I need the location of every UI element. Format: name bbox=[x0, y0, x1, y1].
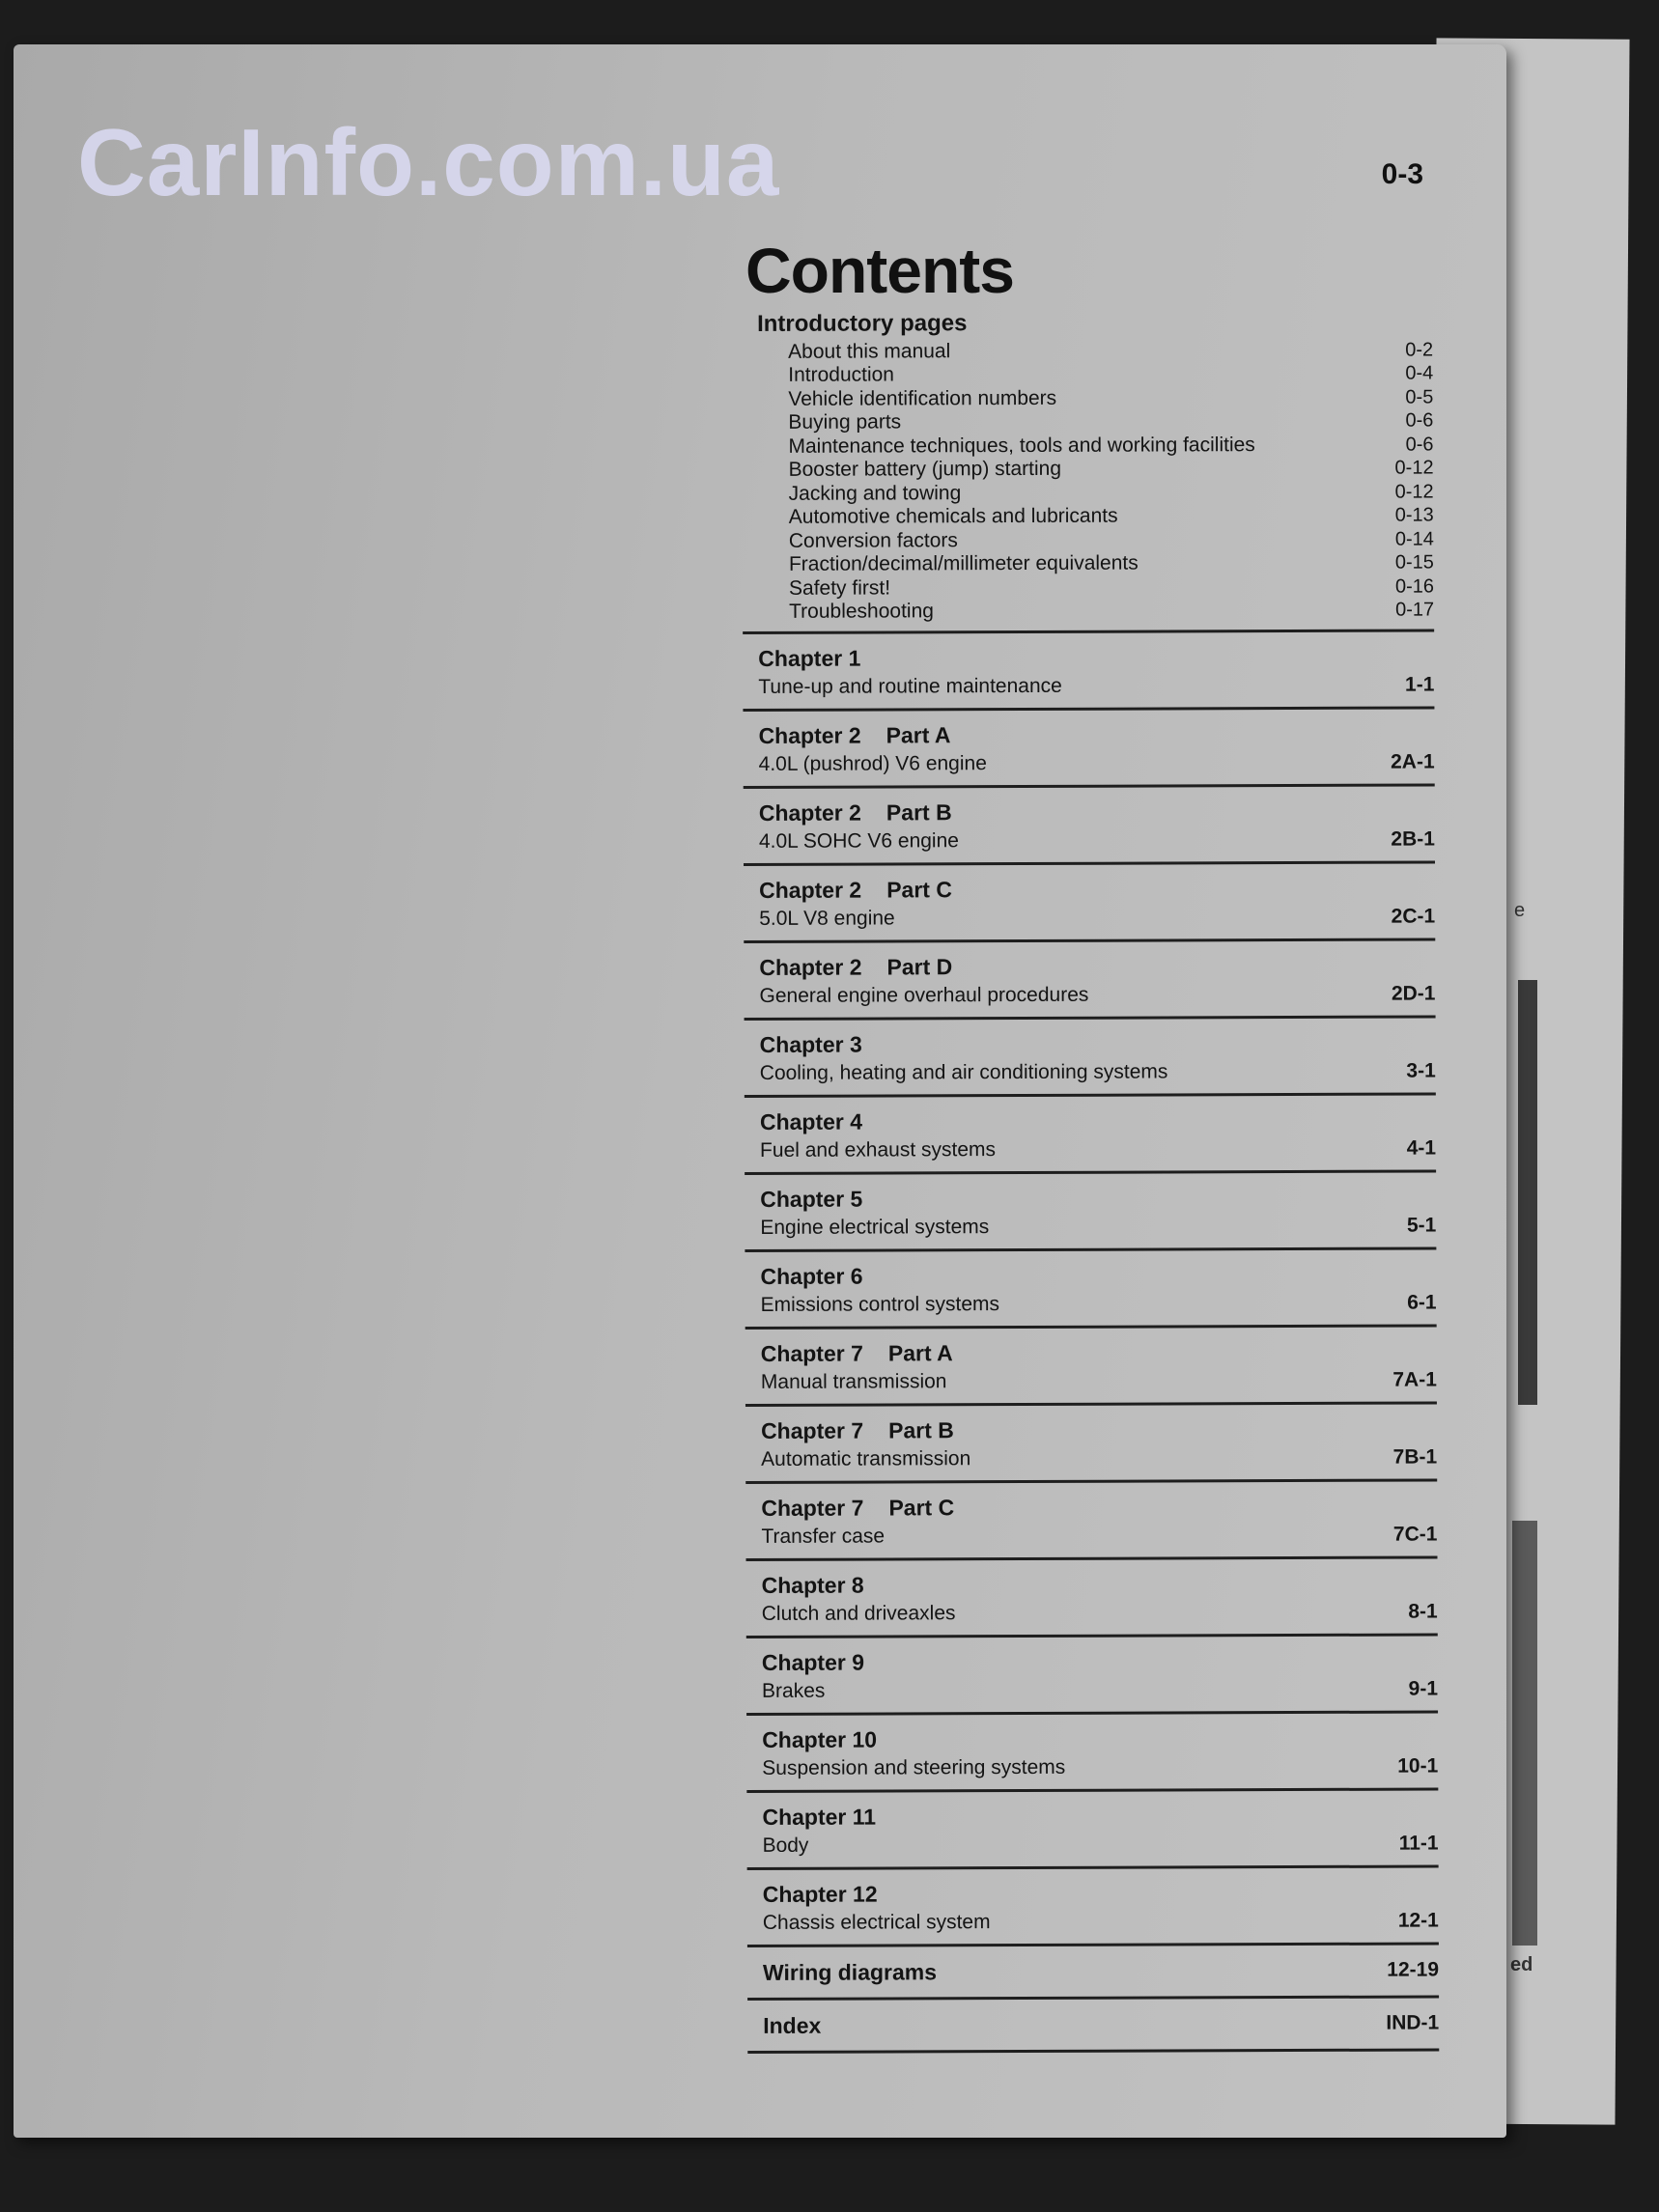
chapter-page: 7A-1 bbox=[1392, 1368, 1437, 1391]
contents-title: Contents bbox=[745, 235, 1014, 306]
chapter-title: Body bbox=[762, 1834, 809, 1857]
intro-item-label: Safety first! bbox=[788, 575, 891, 600]
chapter-number: Chapter 5 bbox=[760, 1186, 863, 1212]
chapter-page: 7C-1 bbox=[1392, 1523, 1438, 1546]
intro-item[interactable] bbox=[743, 550, 1434, 576]
intro-item-page: 0-2 bbox=[1405, 339, 1434, 361]
intro-item-page: 0-17 bbox=[1395, 599, 1435, 621]
intro-item[interactable] bbox=[743, 503, 1434, 529]
chapter-heading bbox=[763, 1879, 1439, 1907]
chapter-heading bbox=[760, 1029, 1436, 1057]
chapter-number: Chapter 2 bbox=[759, 954, 862, 980]
chapter-page: 2D-1 bbox=[1391, 982, 1436, 1005]
intro-item-label: Fraction/decimal/millimeter equivalents bbox=[788, 551, 1139, 575]
intro-item-label: Troubleshooting bbox=[789, 600, 934, 623]
chapter-page: 3-1 bbox=[1406, 1059, 1436, 1082]
chapter-heading bbox=[760, 1106, 1436, 1134]
chapter-title: Automatic transmission bbox=[761, 1447, 971, 1470]
chapter-number: Chapter 10 bbox=[762, 1726, 878, 1752]
intro-item-label: Vehicle identification numbers bbox=[788, 386, 1057, 410]
chapter-title: General engine overhaul procedures bbox=[759, 983, 1089, 1007]
chapter-line bbox=[761, 1368, 1437, 1393]
chapter-title: Engine electrical systems bbox=[760, 1216, 990, 1239]
chapter-number: Chapter 9 bbox=[761, 1649, 865, 1675]
chapter-number: Chapter 3 bbox=[759, 1031, 862, 1057]
chapter-line bbox=[761, 1445, 1437, 1470]
entry-title: Index bbox=[763, 2012, 822, 2038]
chapter-entry[interactable] bbox=[745, 1018, 1436, 1097]
intro-item-page: 0-12 bbox=[1394, 480, 1434, 503]
chapter-number: Chapter 1 bbox=[758, 645, 861, 671]
intro-item-label: Introduction bbox=[788, 363, 895, 386]
chapter-heading bbox=[760, 1261, 1436, 1289]
intro-item-page: 0-5 bbox=[1405, 386, 1434, 408]
chapter-number: Chapter 6 bbox=[760, 1263, 863, 1289]
intro-list bbox=[742, 338, 1434, 624]
entry-page: 12-19 bbox=[1387, 1958, 1440, 1981]
chapter-entry[interactable] bbox=[745, 1327, 1437, 1406]
chapter-number: Chapter 7 bbox=[761, 1417, 864, 1443]
chapter-heading bbox=[759, 798, 1435, 826]
page-number: 0-3 bbox=[1381, 158, 1423, 190]
chapter-title: Manual transmission bbox=[760, 1370, 947, 1393]
intro-item-page: 0-12 bbox=[1394, 457, 1434, 479]
chapter-line bbox=[763, 1909, 1439, 1934]
chapter-entry[interactable] bbox=[745, 1481, 1437, 1560]
intro-item-page: 0-14 bbox=[1394, 527, 1434, 550]
intro-heading: Introductory pages bbox=[756, 310, 968, 337]
intro-item[interactable] bbox=[743, 526, 1434, 552]
chapter-entry[interactable] bbox=[745, 1095, 1436, 1174]
chapter-page: 2C-1 bbox=[1391, 905, 1436, 928]
chapter-title: Tune-up and routine maintenance bbox=[758, 674, 1062, 698]
chapter-page: 5-1 bbox=[1406, 1214, 1437, 1237]
chapter-entry[interactable] bbox=[745, 1249, 1436, 1329]
intro-item-label: Booster battery (jump) starting bbox=[788, 457, 1062, 481]
chapter-line bbox=[761, 1523, 1437, 1548]
index-entry[interactable] bbox=[747, 1998, 1439, 2053]
chapter-title: Fuel and exhaust systems bbox=[759, 1138, 997, 1162]
chapter-entry[interactable] bbox=[746, 1713, 1438, 1792]
wiring-diagrams-entry[interactable] bbox=[747, 1945, 1439, 2000]
chapter-line bbox=[760, 1136, 1436, 1162]
chapter-title: Transfer case bbox=[761, 1525, 886, 1548]
chapter-part: Part B bbox=[888, 1417, 954, 1443]
intro-item[interactable] bbox=[743, 456, 1434, 482]
chapter-line bbox=[762, 1600, 1438, 1625]
chapter-title: Suspension and steering systems bbox=[762, 1755, 1066, 1779]
chapter-line bbox=[760, 1059, 1436, 1084]
entry-title: Wiring diagrams bbox=[762, 1958, 938, 1985]
chapter-page: 6-1 bbox=[1407, 1291, 1437, 1314]
intro-item-label: About this manual bbox=[788, 339, 951, 363]
intro-item[interactable] bbox=[743, 574, 1434, 600]
chapter-entry[interactable] bbox=[746, 1790, 1438, 1869]
chapter-number: Chapter 7 bbox=[761, 1495, 864, 1521]
chapter-entry[interactable] bbox=[743, 631, 1434, 711]
chapter-heading bbox=[762, 1647, 1438, 1675]
chapter-line bbox=[759, 905, 1435, 930]
underlying-page-photo-edge bbox=[1512, 1521, 1537, 1946]
intro-item[interactable] bbox=[742, 408, 1433, 434]
chapter-page: 8-1 bbox=[1408, 1600, 1438, 1623]
chapter-title: 5.0L V8 engine bbox=[759, 907, 895, 930]
chapter-line bbox=[761, 1291, 1437, 1316]
intro-item[interactable] bbox=[743, 598, 1434, 624]
intro-item[interactable] bbox=[742, 432, 1433, 458]
chapter-part: Part C bbox=[886, 877, 952, 903]
watermark: CarInfo.com.ua bbox=[77, 109, 780, 215]
chapter-entry[interactable] bbox=[744, 940, 1435, 1020]
chapter-part: Part B bbox=[886, 799, 952, 826]
chapter-number: Chapter 11 bbox=[762, 1804, 877, 1830]
chapter-number: Chapter 4 bbox=[759, 1108, 863, 1134]
chapter-number: Chapter 8 bbox=[761, 1572, 864, 1598]
chapter-entry[interactable] bbox=[743, 709, 1434, 788]
chapter-line bbox=[758, 673, 1434, 698]
chapter-part: Part C bbox=[888, 1495, 955, 1521]
chapter-title: Brakes bbox=[761, 1679, 826, 1702]
chapter-line bbox=[762, 1754, 1438, 1779]
manual-page bbox=[14, 44, 1506, 2138]
chapter-part: Part D bbox=[886, 954, 953, 980]
chapter-number: Chapter 2 bbox=[758, 722, 861, 748]
chapter-entry[interactable] bbox=[744, 863, 1435, 942]
chapter-list bbox=[743, 631, 1439, 1946]
intro-item-page: 0-6 bbox=[1405, 409, 1434, 432]
chapter-title: Emissions control systems bbox=[760, 1293, 1000, 1316]
underlying-page-text: e bbox=[1514, 900, 1526, 921]
chapter-page: 10-1 bbox=[1397, 1754, 1439, 1778]
intro-item[interactable] bbox=[743, 479, 1434, 505]
intro-item[interactable] bbox=[742, 385, 1433, 411]
chapter-number: Chapter 7 bbox=[760, 1340, 863, 1366]
intro-item[interactable] bbox=[742, 361, 1433, 387]
chapter-page: 4-1 bbox=[1406, 1136, 1437, 1160]
chapter-line bbox=[760, 1214, 1436, 1239]
chapter-entry[interactable] bbox=[746, 1636, 1438, 1715]
chapter-heading bbox=[758, 643, 1434, 671]
chapter-entry[interactable] bbox=[746, 1558, 1438, 1638]
chapter-heading bbox=[762, 1570, 1438, 1598]
underlying-page-image-edge bbox=[1518, 980, 1537, 1405]
intro-item-page: 0-16 bbox=[1394, 574, 1435, 598]
chapter-heading bbox=[761, 1415, 1437, 1443]
intro-item-page: 0-6 bbox=[1405, 433, 1434, 456]
chapter-page: 1-1 bbox=[1404, 673, 1435, 696]
chapter-page: 12-1 bbox=[1397, 1909, 1439, 1932]
chapter-heading bbox=[762, 1724, 1438, 1752]
chapter-line bbox=[759, 750, 1435, 775]
chapter-entry[interactable] bbox=[745, 1172, 1436, 1251]
intro-item-label: Conversion factors bbox=[788, 528, 958, 552]
intro-item-page: 0-4 bbox=[1405, 362, 1434, 384]
intro-item[interactable] bbox=[742, 338, 1433, 364]
chapter-heading bbox=[758, 720, 1434, 748]
chapter-number: Chapter 12 bbox=[762, 1881, 878, 1907]
chapter-entry[interactable] bbox=[745, 1404, 1437, 1483]
intro-item-page: 0-15 bbox=[1394, 551, 1434, 574]
chapter-title: 4.0L (pushrod) V6 engine bbox=[758, 752, 987, 775]
chapter-heading bbox=[759, 875, 1435, 903]
intro-item-label: Buying parts bbox=[788, 410, 902, 434]
chapter-heading bbox=[761, 1493, 1437, 1521]
chapter-line bbox=[762, 1677, 1438, 1702]
intro-item-label: Automotive chemicals and lubricants bbox=[788, 504, 1118, 528]
chapter-part: Part A bbox=[887, 1340, 953, 1366]
chapter-number: Chapter 2 bbox=[759, 877, 862, 903]
intro-item-label: Maintenance techniques, tools and working facilities bbox=[788, 433, 1255, 458]
chapter-line bbox=[759, 827, 1435, 853]
chapter-page: 2A-1 bbox=[1391, 750, 1435, 773]
chapter-heading bbox=[761, 1338, 1437, 1366]
chapter-entry[interactable] bbox=[747, 1867, 1439, 1946]
chapter-page: 7B-1 bbox=[1392, 1445, 1438, 1469]
chapter-page: 11-1 bbox=[1398, 1832, 1439, 1855]
chapter-title: Chassis electrical system bbox=[762, 1911, 991, 1934]
table-of-contents bbox=[742, 309, 1439, 2054]
entry-page: IND-1 bbox=[1386, 2011, 1440, 2034]
chapter-heading bbox=[759, 952, 1435, 980]
chapter-title: 4.0L SOHC V6 engine bbox=[758, 829, 959, 853]
chapter-line bbox=[763, 1832, 1439, 1857]
chapter-page: 2B-1 bbox=[1391, 827, 1435, 851]
intro-item-label: Jacking and towing bbox=[788, 481, 962, 505]
chapter-title: Cooling, heating and air conditioning systems bbox=[759, 1060, 1168, 1084]
chapter-heading bbox=[760, 1184, 1436, 1212]
intro-item-page: 0-13 bbox=[1394, 504, 1434, 526]
chapter-entry[interactable] bbox=[744, 786, 1435, 865]
chapter-part: Part A bbox=[886, 722, 951, 748]
underlying-page-text: ed bbox=[1510, 1954, 1533, 1975]
chapter-number: Chapter 2 bbox=[758, 799, 861, 826]
chapter-title: Clutch and driveaxles bbox=[761, 1602, 956, 1625]
chapter-heading bbox=[762, 1802, 1438, 1830]
chapter-page: 9-1 bbox=[1408, 1677, 1439, 1700]
chapter-line bbox=[759, 982, 1435, 1007]
